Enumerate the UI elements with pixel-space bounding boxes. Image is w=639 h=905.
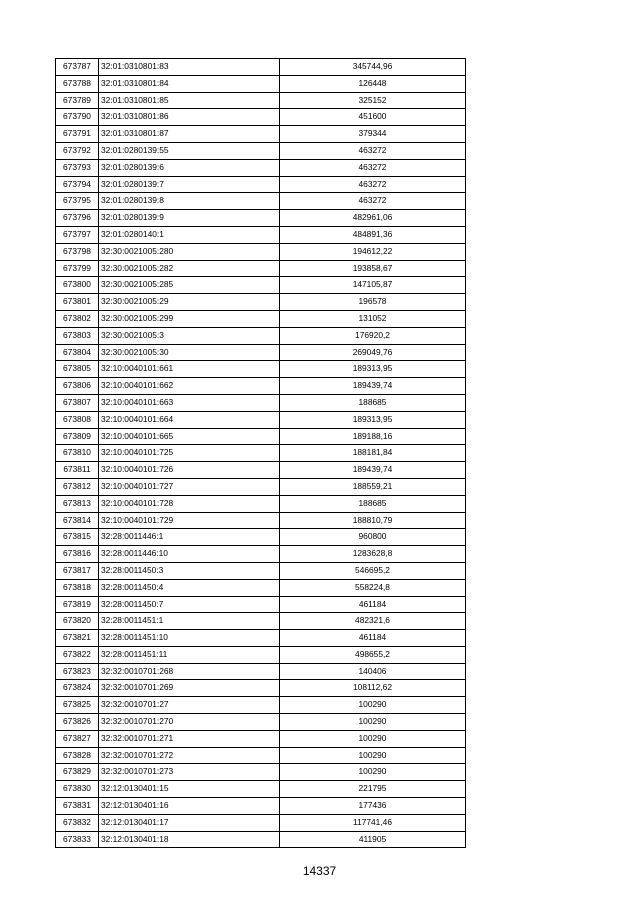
page-number: 14337	[302, 864, 337, 878]
cadastral-number-cell: 32:01:0280139:7	[99, 176, 280, 193]
cadastral-value-cell: 461184	[280, 630, 466, 647]
cadastral-value-cell: 100290	[280, 730, 466, 747]
cadastral-number-cell: 32:10:0040101:728	[99, 495, 280, 512]
cadastral-value-cell: 131052	[280, 310, 466, 327]
table-row	[56, 663, 466, 680]
row-number-cell: 673830	[56, 781, 99, 798]
row-number-cell: 673817	[56, 562, 99, 579]
row-number-cell: 673820	[56, 613, 99, 630]
cadastral-number-cell: 32:28:0011450:4	[99, 579, 280, 596]
row-number-cell: 673811	[56, 462, 99, 479]
cadastral-value-cell: 325152	[280, 92, 466, 109]
table-row	[56, 226, 466, 243]
cadastral-value-cell: 1283628,8	[280, 546, 466, 563]
table-row	[56, 59, 466, 76]
cadastral-number-cell: 32:28:0011451:10	[99, 630, 280, 647]
row-number-cell: 673821	[56, 630, 99, 647]
cadastral-value-cell: 188685	[280, 495, 466, 512]
cadastral-number-cell: 32:30:0021005:3	[99, 327, 280, 344]
table-row	[56, 277, 466, 294]
row-number-cell: 673815	[56, 529, 99, 546]
row-number-cell: 673808	[56, 411, 99, 428]
row-number-cell: 673824	[56, 680, 99, 697]
cadastral-value-cell: 463272	[280, 142, 466, 159]
cadastral-number-cell: 32:01:0310801:83	[99, 59, 280, 76]
table-row	[56, 109, 466, 126]
cadastral-value-cell: 188181,84	[280, 445, 466, 462]
table-row	[56, 613, 466, 630]
table-row	[56, 478, 466, 495]
table-row	[56, 411, 466, 428]
cadastral-value-cell: 100290	[280, 747, 466, 764]
table-row	[56, 176, 466, 193]
table-row	[56, 92, 466, 109]
table-row	[56, 243, 466, 260]
cadastral-number-cell: 32:32:0010701:271	[99, 730, 280, 747]
cadastral-value-cell: 189188,16	[280, 428, 466, 445]
cadastral-value-cell: 147105,87	[280, 277, 466, 294]
cadastral-number-cell: 32:32:0010701:273	[99, 764, 280, 781]
table-row	[56, 798, 466, 815]
cadastral-value-cell: 188685	[280, 394, 466, 411]
cadastral-number-cell: 32:28:0011451:11	[99, 646, 280, 663]
row-number-cell: 673827	[56, 730, 99, 747]
row-number-cell: 673813	[56, 495, 99, 512]
row-number-cell: 673826	[56, 714, 99, 731]
row-number-cell: 673796	[56, 210, 99, 227]
cadastral-value-cell: 189313,95	[280, 411, 466, 428]
cadastral-value-cell: 140406	[280, 663, 466, 680]
row-number-cell: 673803	[56, 327, 99, 344]
row-number-cell: 673791	[56, 126, 99, 143]
cadastral-value-cell: 177436	[280, 798, 466, 815]
cadastral-number-cell: 32:10:0040101:726	[99, 462, 280, 479]
cadastral-value-cell: 484891,36	[280, 226, 466, 243]
cadastral-number-cell: 32:10:0040101:661	[99, 361, 280, 378]
row-number-cell: 673794	[56, 176, 99, 193]
cadastral-number-cell: 32:32:0010701:269	[99, 680, 280, 697]
cadastral-value-cell: 345744,96	[280, 59, 466, 76]
row-number-cell: 673792	[56, 142, 99, 159]
table-row	[56, 445, 466, 462]
cadastral-number-cell: 32:12:0130401:17	[99, 814, 280, 831]
row-number-cell: 673825	[56, 697, 99, 714]
row-number-cell: 673810	[56, 445, 99, 462]
table-row	[56, 344, 466, 361]
cadastral-value-cell: 558224,8	[280, 579, 466, 596]
cadastral-number-cell: 32:10:0040101:664	[99, 411, 280, 428]
cadastral-number-cell: 32:01:0310801:85	[99, 92, 280, 109]
cadastral-value-cell: 194612,22	[280, 243, 466, 260]
cadastral-value-cell: 117741,46	[280, 814, 466, 831]
cadastral-value-cell: 188559,21	[280, 478, 466, 495]
table-row	[56, 210, 466, 227]
table-row	[56, 126, 466, 143]
table-row	[56, 546, 466, 563]
cadastral-number-cell: 32:28:0011450:7	[99, 596, 280, 613]
cadastral-value-cell: 482961,06	[280, 210, 466, 227]
row-number-cell: 673823	[56, 663, 99, 680]
table-row	[56, 512, 466, 529]
cadastral-value-cell: 463272	[280, 193, 466, 210]
cadastral-number-cell: 32:32:0010701:268	[99, 663, 280, 680]
cadastral-value-cell: 108112,62	[280, 680, 466, 697]
cadastral-value-cell: 100290	[280, 714, 466, 731]
table-body	[56, 59, 466, 848]
row-number-cell: 673832	[56, 814, 99, 831]
cadastral-value-cell: 188810,79	[280, 512, 466, 529]
cadastral-number-cell: 32:12:0130401:15	[99, 781, 280, 798]
table-row	[56, 361, 466, 378]
table-row	[56, 714, 466, 731]
cadastral-value-cell: 546695,2	[280, 562, 466, 579]
row-number-cell: 673789	[56, 92, 99, 109]
row-number-cell: 673804	[56, 344, 99, 361]
row-number-cell: 673793	[56, 159, 99, 176]
row-number-cell: 673828	[56, 747, 99, 764]
table-row	[56, 310, 466, 327]
cadastral-value-cell: 189439,74	[280, 462, 466, 479]
table-row	[56, 462, 466, 479]
row-number-cell: 673814	[56, 512, 99, 529]
row-number-cell: 673816	[56, 546, 99, 563]
cadastral-number-cell: 32:12:0130401:16	[99, 798, 280, 815]
table-row	[56, 142, 466, 159]
row-number-cell: 673818	[56, 579, 99, 596]
row-number-cell: 673795	[56, 193, 99, 210]
cadastral-value-cell: 498655,2	[280, 646, 466, 663]
table-row	[56, 697, 466, 714]
table-row	[56, 428, 466, 445]
row-number-cell: 673809	[56, 428, 99, 445]
table-row	[56, 562, 466, 579]
cadastral-value-cell: 196578	[280, 294, 466, 311]
cadastral-value-cell: 176920,2	[280, 327, 466, 344]
cadastral-number-cell: 32:28:0011446:1	[99, 529, 280, 546]
cadastral-number-cell: 32:01:0280139:8	[99, 193, 280, 210]
cadastral-number-cell: 32:30:0021005:285	[99, 277, 280, 294]
cadastral-value-cell: 193858,67	[280, 260, 466, 277]
row-number-cell: 673822	[56, 646, 99, 663]
row-number-cell: 673799	[56, 260, 99, 277]
table-row	[56, 394, 466, 411]
table-row	[56, 327, 466, 344]
cadastral-number-cell: 32:10:0040101:727	[99, 478, 280, 495]
cadastral-value-cell: 100290	[280, 764, 466, 781]
cadastral-number-cell: 32:10:0040101:663	[99, 394, 280, 411]
cadastral-value-cell: 463272	[280, 176, 466, 193]
table-row	[56, 730, 466, 747]
row-number-cell: 673829	[56, 764, 99, 781]
row-number-cell: 673819	[56, 596, 99, 613]
cadastral-value-cell: 221795	[280, 781, 466, 798]
cadastral-value-cell: 379344	[280, 126, 466, 143]
cadastral-value-cell: 451600	[280, 109, 466, 126]
row-number-cell: 673807	[56, 394, 99, 411]
table-row	[56, 193, 466, 210]
table-row	[56, 646, 466, 663]
row-number-cell: 673802	[56, 310, 99, 327]
cadastral-number-cell: 32:10:0040101:662	[99, 378, 280, 395]
cadastral-value-cell: 189439,74	[280, 378, 466, 395]
cadastral-number-cell: 32:10:0040101:665	[99, 428, 280, 445]
row-number-cell: 673805	[56, 361, 99, 378]
row-number-cell: 673831	[56, 798, 99, 815]
table-row	[56, 260, 466, 277]
table-row	[56, 378, 466, 395]
cadastral-number-cell: 32:01:0280139:6	[99, 159, 280, 176]
table-row	[56, 630, 466, 647]
cadastral-number-cell: 32:01:0310801:87	[99, 126, 280, 143]
cadastral-number-cell: 32:10:0040101:725	[99, 445, 280, 462]
cadastral-number-cell: 32:01:0280139:9	[99, 210, 280, 227]
table-row	[56, 814, 466, 831]
cadastral-value-cell: 960800	[280, 529, 466, 546]
row-number-cell: 673797	[56, 226, 99, 243]
cadastral-number-cell: 32:30:0021005:282	[99, 260, 280, 277]
cadastral-value-cell: 100290	[280, 697, 466, 714]
cadastral-number-cell: 32:01:0310801:86	[99, 109, 280, 126]
cadastral-number-cell: 32:01:0310801:84	[99, 75, 280, 92]
cadastral-number-cell: 32:10:0040101:729	[99, 512, 280, 529]
cadastral-number-cell: 32:28:0011451:1	[99, 613, 280, 630]
row-number-cell: 673801	[56, 294, 99, 311]
cadastral-value-cell: 411905	[280, 831, 466, 848]
cadastral-value-cell: 461184	[280, 596, 466, 613]
row-number-cell: 673800	[56, 277, 99, 294]
table-row	[56, 294, 466, 311]
cadastral-number-cell: 32:30:0021005:299	[99, 310, 280, 327]
table-row	[56, 747, 466, 764]
table-row	[56, 159, 466, 176]
table-row	[56, 529, 466, 546]
cadastral-number-cell: 32:30:0021005:30	[99, 344, 280, 361]
cadastral-value-cell: 189313,95	[280, 361, 466, 378]
row-number-cell: 673806	[56, 378, 99, 395]
cadastral-value-cell: 126448	[280, 75, 466, 92]
cadastral-number-cell: 32:30:0021005:29	[99, 294, 280, 311]
cadastral-value-cell: 269049,76	[280, 344, 466, 361]
cadastral-value-cell: 463272	[280, 159, 466, 176]
table-row	[56, 579, 466, 596]
cadastral-number-cell: 32:32:0010701:27	[99, 697, 280, 714]
row-number-cell: 673790	[56, 109, 99, 126]
table-row	[56, 495, 466, 512]
cadastral-number-cell: 32:32:0010701:272	[99, 747, 280, 764]
cadastral-number-cell: 32:30:0021005:280	[99, 243, 280, 260]
table-row	[56, 764, 466, 781]
table-row	[56, 831, 466, 848]
table-row	[56, 781, 466, 798]
cadastral-number-cell: 32:28:0011446:10	[99, 546, 280, 563]
row-number-cell: 673787	[56, 59, 99, 76]
row-number-cell: 673788	[56, 75, 99, 92]
row-number-cell: 673798	[56, 243, 99, 260]
cadastral-number-cell: 32:32:0010701:270	[99, 714, 280, 731]
table-row	[56, 596, 466, 613]
row-number-cell: 673812	[56, 478, 99, 495]
cadastral-value-table	[55, 58, 466, 848]
cadastral-number-cell: 32:01:0280139:55	[99, 142, 280, 159]
row-number-cell: 673833	[56, 831, 99, 848]
cadastral-value-cell: 482321,6	[280, 613, 466, 630]
cadastral-number-cell: 32:01:0280140:1	[99, 226, 280, 243]
cadastral-number-cell: 32:12:0130401:18	[99, 831, 280, 848]
cadastral-number-cell: 32:28:0011450:3	[99, 562, 280, 579]
table-row	[56, 75, 466, 92]
table-row	[56, 680, 466, 697]
